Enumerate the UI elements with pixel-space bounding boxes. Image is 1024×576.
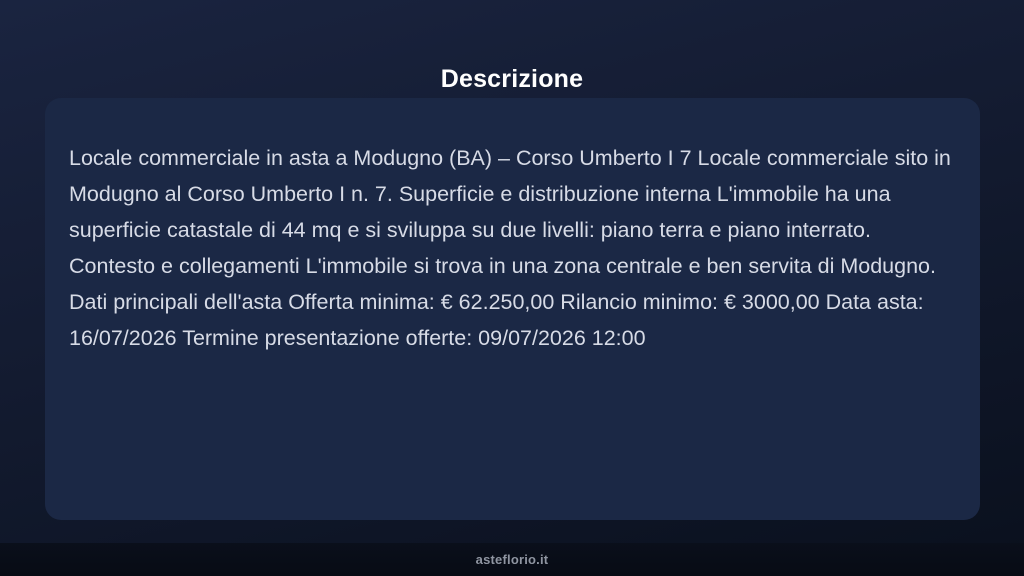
- footer-bar: [0, 543, 1024, 576]
- description-card: [45, 98, 980, 520]
- description-text: Locale commerciale in asta a Modugno (BA) – Corso Umberto I 7 Locale commerciale sito in Modugno al Corso Umberto I n. 7. Superficie e distribuzione interna L'immobile ha una superficie catastale di 44 mq e si sviluppa su due livelli: piano terra e piano interrato. Contesto e collegamenti L'immobile si trova in una zona centrale e ben servita di Modugno. Dati principali dell'asta Offerta minima: € 62.250,00 Rilancio minimo: € 3000,00 Data asta: 16/07/2026 Termine presentazione offerte: 09/07/2026 12:00: [69, 145, 951, 350]
- page-title: Descrizione: [440, 64, 584, 93]
- footer-site-label: asteflorio.it: [475, 552, 549, 567]
